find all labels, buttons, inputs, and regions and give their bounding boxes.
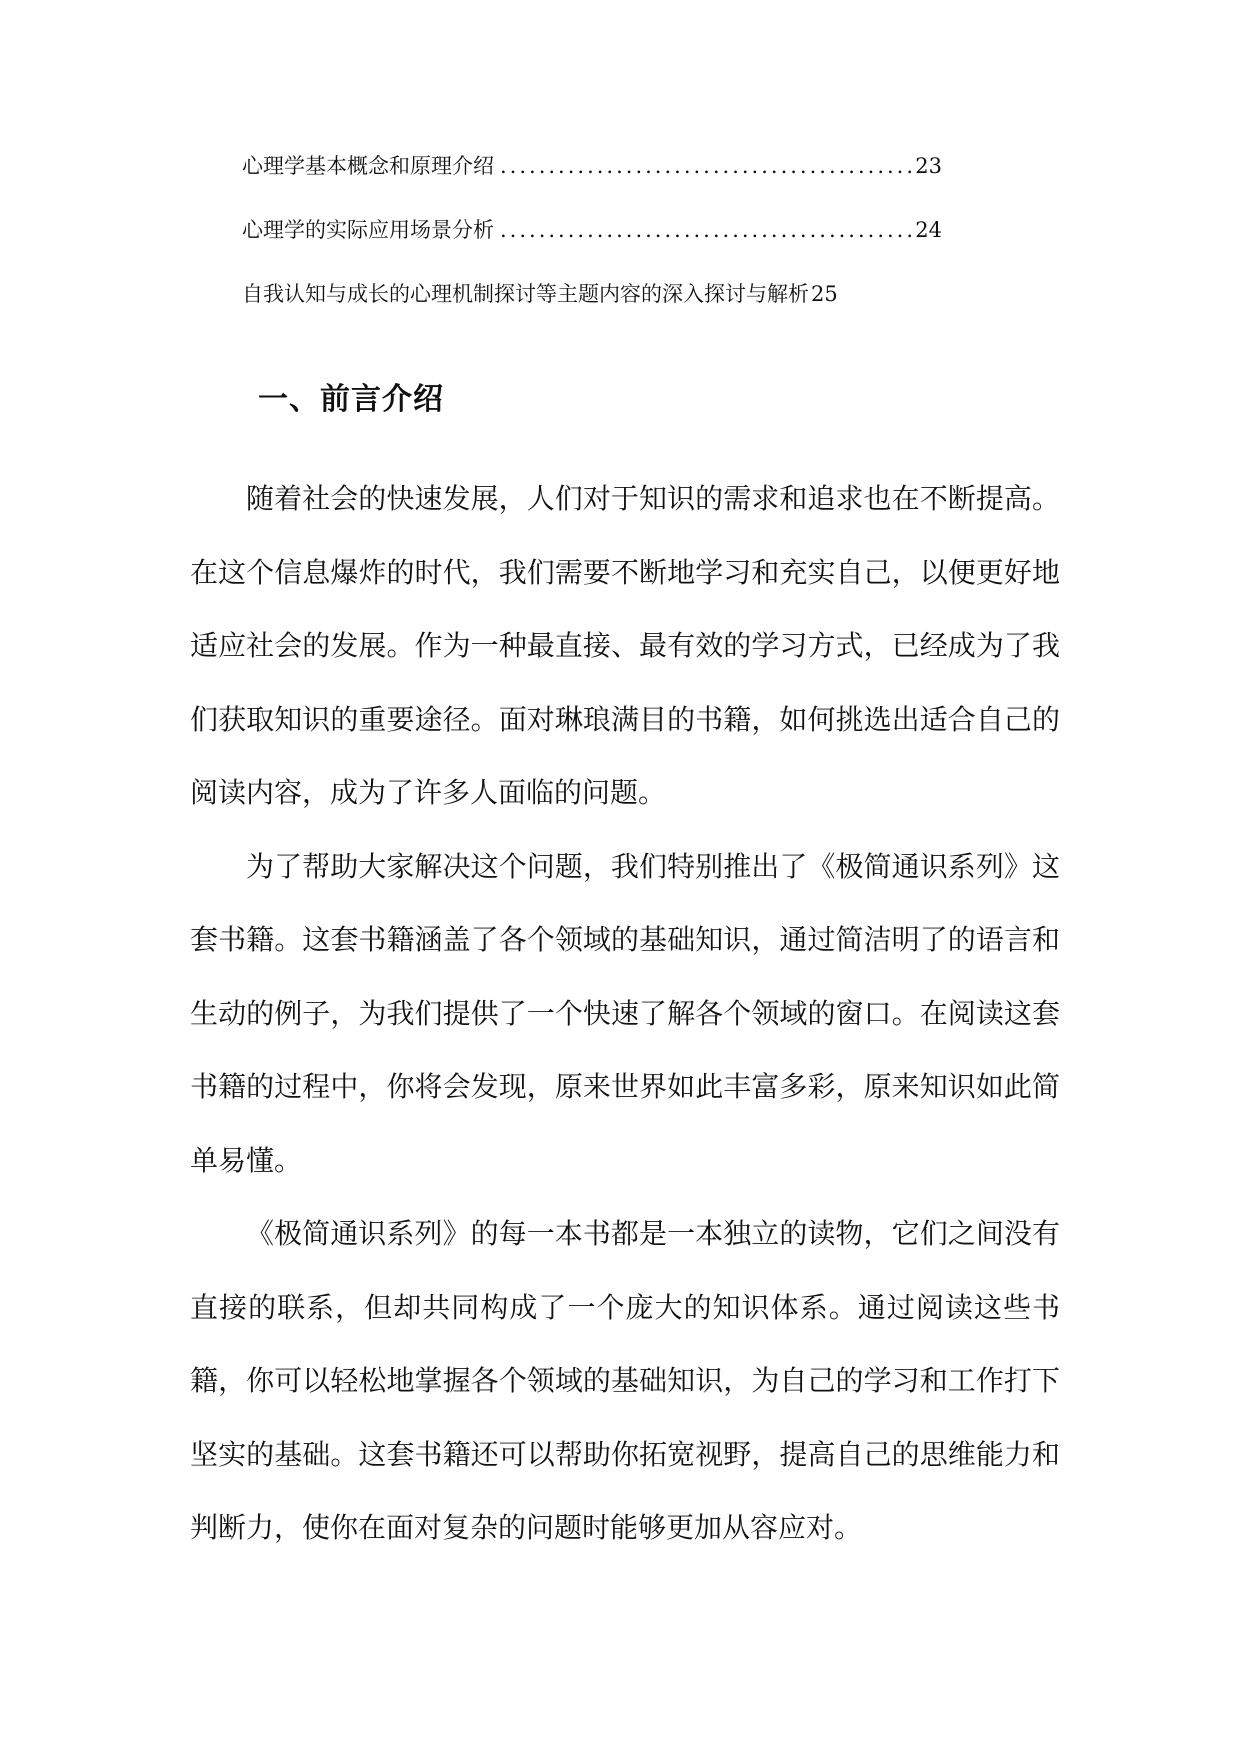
body-paragraph: 为了帮助大家解决这个问题，我们特别推出了《极简通识系列》这套书籍。这套书籍涵盖了各个领域的基础知识，通过简洁明了的语言和生动的例子，为我们提供了一个快速了解各个领域的窗口。在阅读这套书籍的过程中，你将会发现，原来世界如此丰富多彩，原来知识如此简单易懂。 [190,849,1060,1177]
table-of-contents [242,148,942,340]
body-paragraph: 随着社会的快速发展，人们对于知识的需求和追求也在不断提高。在这个信息爆炸的时代，我们需要不断地学习和充实自己，以便更好地适应社会的发展。作为一种最直接、最有效的学习方式，已经成为了我们获取知识的重要途径。面对琳琅满目的书籍，如何挑选出适合自己的阅读内容，成为了许多人面临的问题。 [190,482,1060,809]
section-heading: 一、前言介绍 [258,382,444,417]
toc-entry-page: 24 [915,218,942,242]
toc-entry[interactable] [242,212,942,276]
toc-entry-page: 25 [811,282,838,306]
toc-entry[interactable] [242,148,942,212]
toc-leader-dots [500,148,911,184]
toc-entry-title: 心理学的实际应用场景分析 [242,218,494,242]
toc-leader-dots [500,212,911,248]
body-paragraph: 《极简通识系列》的每一本书都是一本独立的读物，它们之间没有直接的联系，但却共同构成了一个庞大的知识体系。通过阅读这些书籍，你可以轻松地掌握各个领域的基础知识，为自己的学习和工作打下坚实的基础。这套书籍还可以帮助你拓宽视野，提高自己的思维能力和判断力，使你在面对复杂的问题时能够更加从容应对。 [190,1217,1060,1544]
toc-entry[interactable] [242,276,942,340]
toc-entry-title: 心理学基本概念和原理介绍 [242,154,494,178]
toc-entry-title: 自我认知与成长的心理机制探讨等主题内容的深入探讨与解析 [242,282,809,306]
section-body [190,462,1060,1565]
toc-entry-page: 23 [915,154,942,178]
